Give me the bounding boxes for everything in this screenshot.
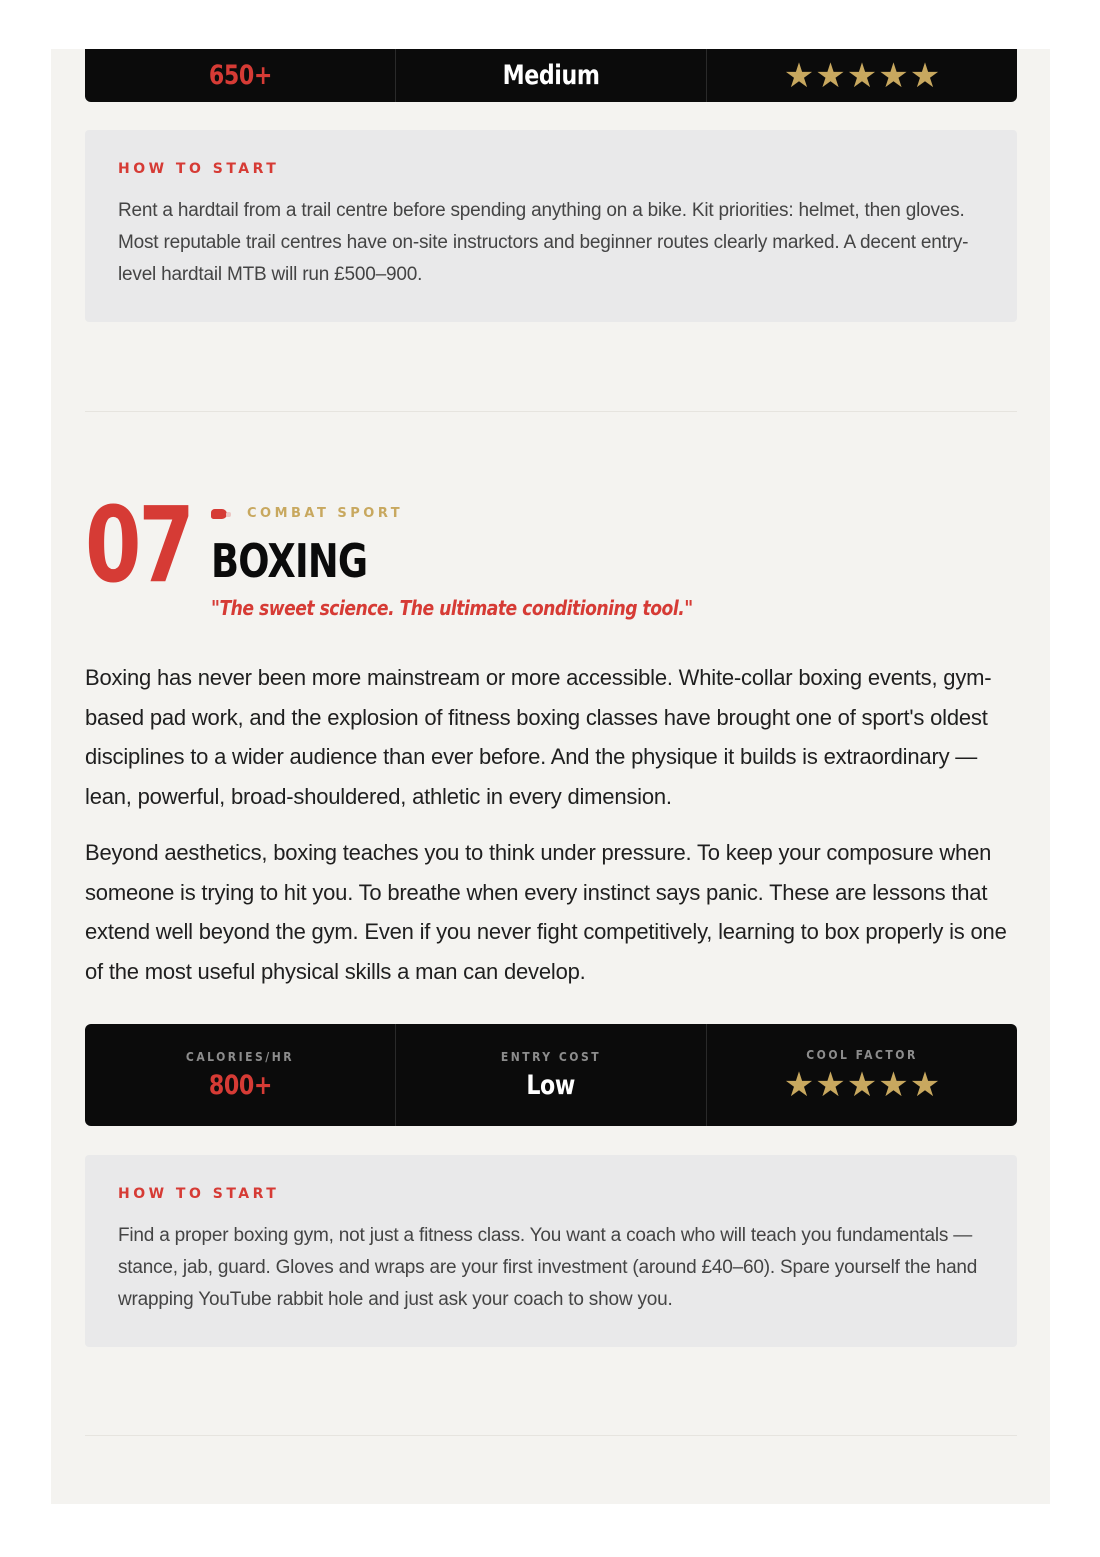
star-icon: ★ — [878, 55, 909, 96]
stat-cool-factor — [707, 49, 1017, 102]
how-to-start-text: Rent a hardtail from a trail centre before spending anything on a bike. Kit priorities: helmet, then gloves. Most reputable trail centres have on-site instructors and beginner routes clearly marked. A decent entry-level hardtail MTB will run £500–900. — [118, 200, 969, 285]
section-divider — [85, 411, 1017, 412]
star-icon: ★ — [909, 55, 941, 96]
body-paragraph: Boxing has never been more mainstream or more accessible. White-collar boxing events, gym-based pad work, and the explosion of fitness boxing classes have brought one of sport's oldest disciplines to a wider audience than ever before. And the physique it builds is extraordinary — lean, powerful, broad-shouldered, athletic in every dimension. — [85, 665, 992, 809]
stats-bar — [85, 1024, 1017, 1126]
section-tagline: "The sweet science. The ultimate conditioning tool." — [211, 596, 693, 620]
how-to-start-label: HOW TO START — [118, 1186, 280, 1202]
stat-entry-cost-value: Low — [526, 1069, 576, 1101]
stat-calories-value: 800+ — [208, 1069, 272, 1101]
section-divider — [85, 1435, 1017, 1436]
section-category: COMBAT SPORT — [247, 506, 404, 521]
star-icon: ★ — [846, 1065, 878, 1105]
star-icon: ★ — [815, 1065, 846, 1105]
stat-entry-cost-label: ENTRY COST — [500, 1049, 602, 1064]
stat-cool-factor — [707, 1024, 1017, 1126]
star-icon: ★ — [878, 1065, 909, 1105]
section-number: 07 — [85, 484, 192, 606]
boxing-glove-icon — [211, 509, 227, 519]
article-page — [51, 49, 1050, 1504]
stat-entry-cost — [396, 49, 707, 102]
stat-calories-value: 650+ — [208, 60, 272, 91]
stat-entry-cost-value: Medium — [502, 60, 600, 91]
stat-calories — [85, 1024, 396, 1126]
stat-cool-factor-label: COOL FACTOR — [806, 1048, 918, 1062]
star-icon: ★ — [815, 55, 846, 96]
how-to-start-box — [85, 1155, 1017, 1347]
section-header — [85, 484, 1017, 626]
section-title: BOXING — [211, 534, 368, 588]
star-icon: ★ — [909, 1065, 941, 1105]
previous-stats-bar — [85, 49, 1017, 102]
previous-how-to-start-box — [85, 130, 1017, 322]
star-icon: ★ — [783, 55, 815, 96]
stat-entry-cost — [396, 1024, 707, 1126]
star-icon: ★ — [846, 55, 878, 96]
cool-factor-stars — [783, 1065, 941, 1105]
category-row — [211, 506, 403, 521]
stat-calories — [85, 49, 396, 102]
cool-factor-stars — [783, 55, 941, 96]
how-to-start-label: HOW TO START — [118, 161, 280, 177]
section-body — [85, 658, 1017, 1008]
stat-calories-label: CALORIES/HR — [185, 1049, 295, 1064]
how-to-start-text: Find a proper boxing gym, not just a fitness class. You want a coach who will teach you fundamentals — stance, jab, guard. Gloves and wraps are your first investment (around £40–60). Spare yourself the hand wrapping YouTube rabbit hole and just ask your coach to show you. — [118, 1225, 978, 1310]
body-paragraph: Beyond aesthetics, boxing teaches you to think under pressure. To keep your composure when someone is trying to hit you. To breathe when every instinct says panic. These are lessons that extend well beyond the gym. Even if you never fight competitively, learning to box properly is one of the most useful physical skills a man can develop. — [85, 840, 1007, 984]
star-icon: ★ — [783, 1065, 815, 1105]
